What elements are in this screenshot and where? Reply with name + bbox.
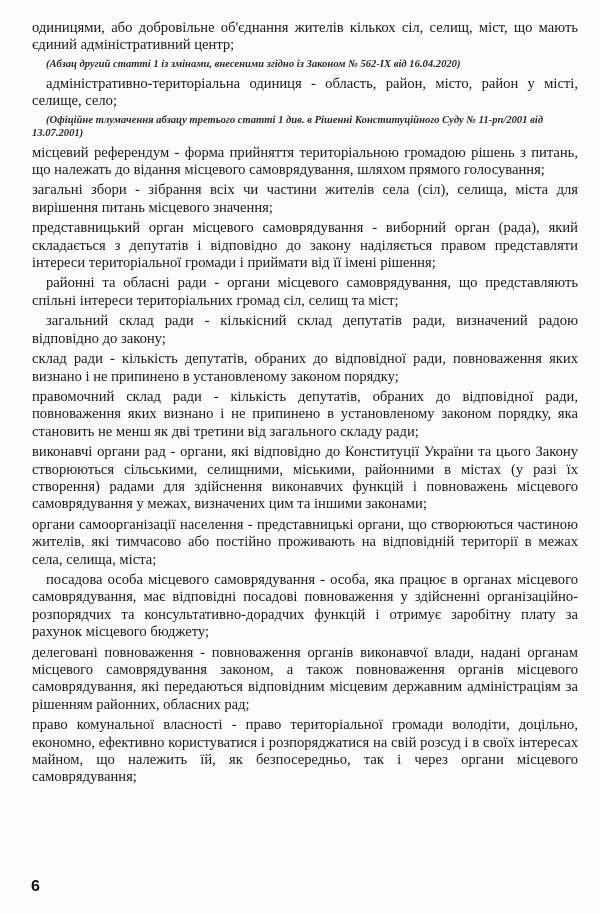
paragraph-total-council-composition: загальний склад ради - кількісний склад депутатів ради, визначений радою відповідно до закону; <box>32 313 578 347</box>
paragraph-quorum-composition: правомочний склад ради - кількість депутатів, обраних до відповідної ради, повноваження яких визнано і не припинено в установленому законом порядку, яка становить не менш як дві третини від загального складу ради; <box>32 388 578 440</box>
editorial-note-2: (Офіційне тлумачення абзацу третього статті 1 див. в Рішенні Конституційного Суду № 11-рп/2001 від 13.07.2001) <box>32 114 544 139</box>
paragraph-delegated-powers: делеговані повноваження - повноваження органів виконавчої влади, надані органам місцевого самоврядування законом, а також повноваження органів місцевого самоврядування, які передаються відповідним місцевим державним адміністраціям за рішенням районних, обласних рад; <box>32 644 578 713</box>
paragraph-district-regional-councils: районні та обласні ради - органи місцевого самоврядування, що представляють спільні інтереси територіальних громад сіл, селищ та міст; <box>32 275 578 309</box>
paragraph-local-referendum: місцевий референдум - форма прийняття територіальною громадою рішень з питань, що належать до відання місцевого самоврядування, шляхом прямого голосування; <box>32 144 578 179</box>
page-number: 6 <box>31 878 40 895</box>
document-body <box>32 20 578 790</box>
editorial-note-1: (Абзац другий статті 1 із змінами, внесеними згідно із Законом № 562-IX від 16.04.2020) <box>46 58 461 70</box>
paragraph-admin-unit: адміністративно-територіальна одиниця - область, район, місто, район у місті, селище, село; <box>32 75 578 110</box>
paragraph-1: одиницями, або добровільне об'єднання жителів кількох сіл, селищ, міст, що мають єдиний адміністративний центр; <box>32 20 578 54</box>
paragraph-official: посадова особа місцевого самоврядування - особа, яка працює в органах місцевого самоврядування, має відповідні посадові повноваження у здійсненні організаційно-розпорядчих та консультативно-дорадчих функцій і отримує заробітну плату за рахунок місцевого бюджету; <box>32 571 578 641</box>
paragraph-communal-property: право комунальної власності - право територіальної громади володіти, доцільно, економно, ефективно користуватися і розпоряджатися на свій розсуд і в своїх інтересах майном, що належить їй, як безпосередньо, так і через органи місцевого самоврядування; <box>32 717 578 786</box>
paragraph-general-meeting: загальні збори - зібрання всіх чи частини жителів села (сіл), селища, міста для вирішення питань місцевого значення; <box>32 182 578 216</box>
paragraph-council-composition: склад ради - кількість депутатів, обраних до відповідної ради, повноваження яких визнано і не припинено в установленому законом порядку; <box>32 351 578 385</box>
paragraph-self-organization-bodies: органи самоорганізації населення - представницькі органи, що створюються частиною жителів, які тимчасово або постійно проживають на відповідній території в межах села, селища, міста; <box>32 516 578 568</box>
paragraph-representative-body: представницький орган місцевого самоврядування - виборний орган (рада), який складається з депутатів і відповідно до закону наділяється правом представляти інтереси територіальної громади і приймати від її імені рішення; <box>32 220 578 272</box>
paragraph-executive-bodies: виконавчі органи рад - органи, які відповідно до Конституції України та цього Закону створюються сільськими, селищними, міськими, районними в містах (у разі їх створення) радами для здійснення виконавчих функцій і повноважень місцевого самоврядування у межах, визначених цим та іншими законами; <box>32 444 578 513</box>
